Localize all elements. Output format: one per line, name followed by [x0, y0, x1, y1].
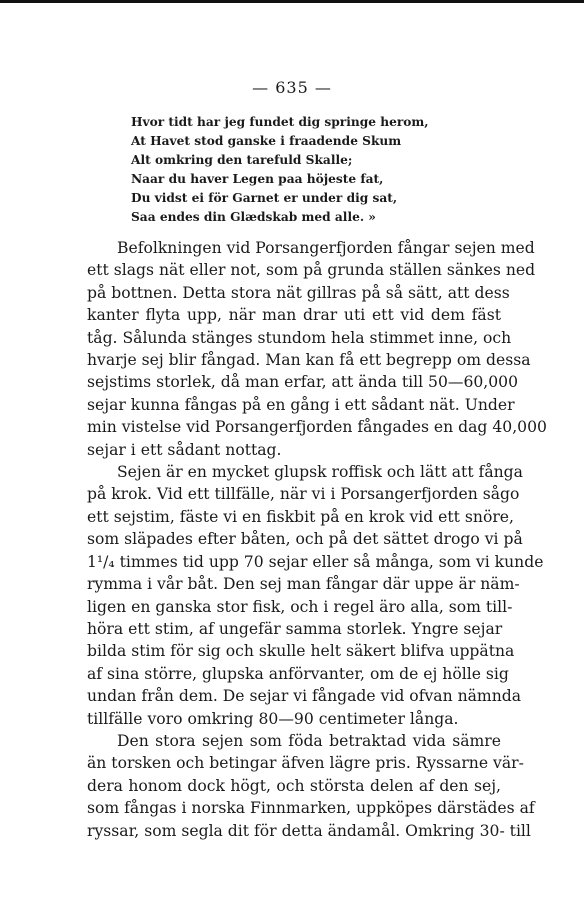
- paragraph: [87, 730, 535, 842]
- text-line: på krok. Vid ett tillfälle, när vi i Porsangerfjorden sågo: [87, 485, 520, 504]
- verse-line: Hvor tidt har jeg fundet dig springe herom,: [131, 115, 429, 129]
- text-line: än torsken och betingar äfven lägre pris. Ryssarne vär-: [87, 754, 524, 773]
- text-line: bilda stim för sig och skulle helt säkert blifva uppätna: [87, 642, 515, 661]
- text-line: ett slags nät eller not, som på grunda ställen sänkes ned: [87, 261, 536, 280]
- text-line: 1¹/₄ timmes tid upp 70 sejar eller så många, som vi kunde: [87, 552, 544, 571]
- text-line: tåg. Sålunda stänges stundom hela stimmet inne, och: [87, 328, 512, 347]
- text-line: på bottnen. Detta stora nät gillras på så sätt, att dess: [87, 283, 510, 302]
- text-line: rymma i vår båt. Den sej man fångar där uppe är näm-: [87, 575, 520, 594]
- text-line: undan från dem. De sejar vi fångade vid ofvan nämnda: [87, 687, 522, 706]
- text-line: ett sejstim, fäste vi en fiskbit på en krok vid ett snöre,: [87, 507, 514, 526]
- text-line: Sejen är en mycket glupsk roffisk och lätt att fånga: [117, 463, 523, 482]
- text-line: sejar kunna fångas på en gång i ett sådant nät. Under: [87, 395, 515, 414]
- verse-line: Alt omkring den tarefuld Skalle;: [131, 153, 353, 167]
- top-edge-rule: [0, 0, 584, 3]
- paragraph: [87, 461, 544, 730]
- text-line: sejar i ett sådant nottag.: [87, 440, 282, 459]
- text-line: min vistelse vid Porsangerfjorden fångades en dag 40,000: [87, 418, 547, 437]
- text-line: ryssar, som segla dit för detta ändamål. Omkring 30- till: [87, 821, 531, 840]
- verse-line: Du vidst ei för Garnet er under dig sat,: [131, 191, 398, 205]
- text-line: af sina större, glupska anförvanter, om de ej hölle sig: [87, 664, 509, 683]
- text-line: Befolkningen vid Porsangerfjorden fångar sejen med: [117, 239, 535, 257]
- verse-line: Saa endes din Glædskab med alle. »: [131, 210, 376, 224]
- text-line: dera honom dock högt, och största delen af den sej,: [87, 776, 501, 795]
- text-line: kanter flyta upp, när man drar uti ett vid dem fäst: [87, 306, 501, 325]
- body-text: [87, 237, 547, 842]
- text-line: sejstims storlek, då man erfar, att ända till 50—60,000: [87, 373, 519, 392]
- text-line: hvarje sej blir fångad. Man kan få ett begrepp om dessa: [87, 351, 531, 370]
- text-line: ligen en ganska stor fisk, och i regel äro alla, som till-: [87, 597, 513, 616]
- verse-line: At Havet stod ganske i fraadende Skum: [131, 134, 402, 148]
- text-line: Den stora sejen som föda betraktad vida sämre: [117, 731, 501, 750]
- paragraph: [87, 237, 547, 461]
- verse-block: [131, 113, 429, 227]
- verse-line: Naar du haver Legen paa höjeste fat,: [131, 172, 384, 186]
- text-line: höra ett stim, af ungefär samma storlek. Yngre sejar: [87, 619, 503, 638]
- page-number: — 635 —: [252, 78, 332, 97]
- text-line: som släpades efter båten, och på det sättet drogo vi på: [87, 530, 523, 549]
- text-line: som fångas i norska Finnmarken, uppköpes därstädes af: [87, 799, 535, 818]
- text-line: tillfälle voro omkring 80—90 centimeter långa.: [87, 709, 459, 728]
